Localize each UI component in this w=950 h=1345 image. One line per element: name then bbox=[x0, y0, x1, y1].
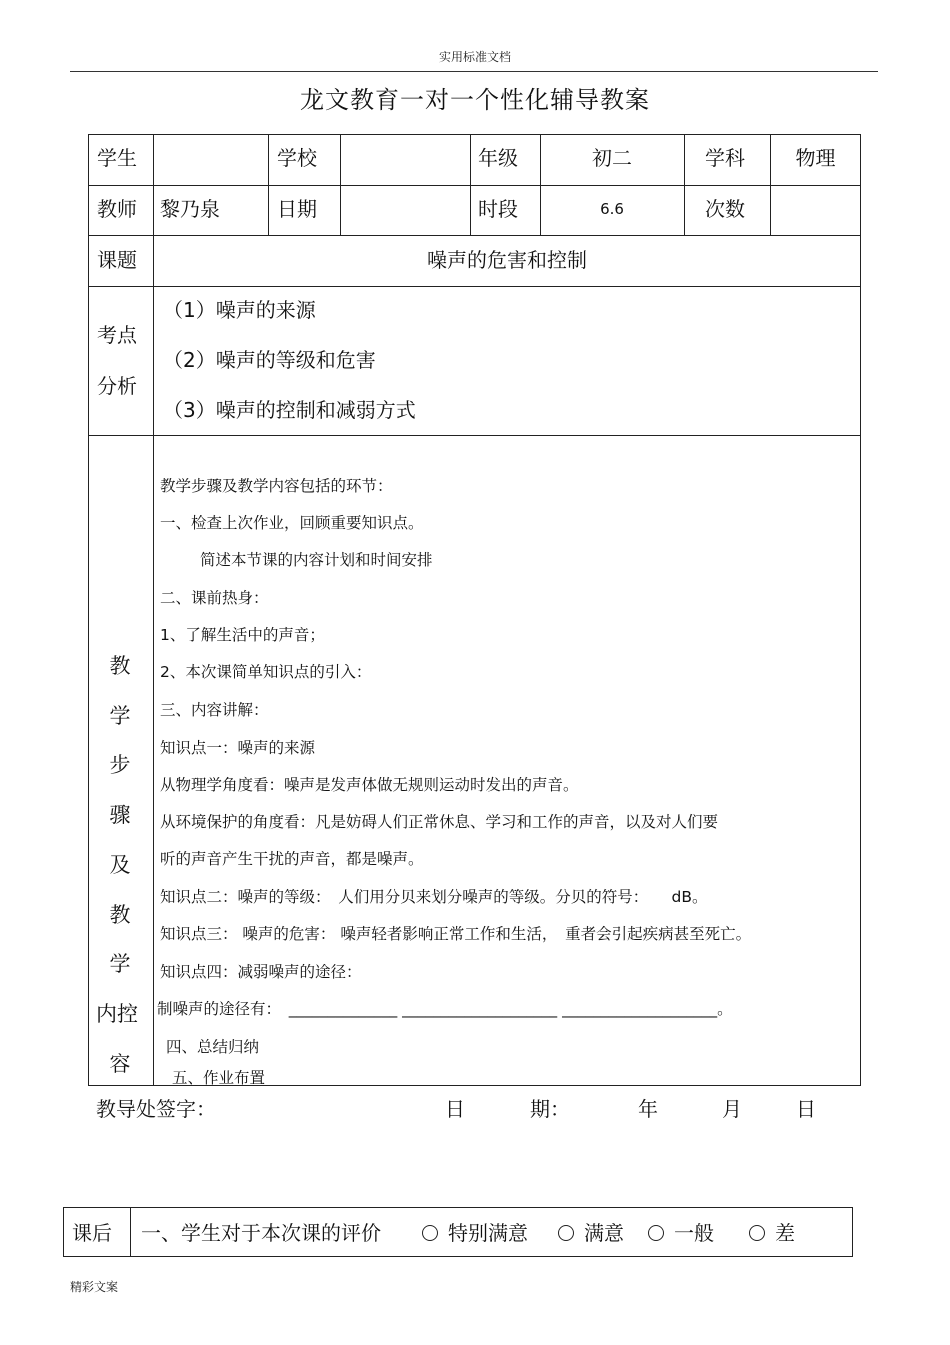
teaching-line: 2、本次课简单知识点的引入： bbox=[160, 663, 372, 681]
teaching-label-char: 步 bbox=[109, 753, 131, 777]
col-divider bbox=[340, 134, 341, 236]
teacher-label: 教师 bbox=[97, 197, 137, 221]
teaching-line: 从物理学角度看：噪声是发声体做无规则运动时发出的声音。 bbox=[160, 776, 579, 794]
col-divider bbox=[268, 134, 269, 236]
teaching-label-char: 内控 bbox=[96, 1002, 138, 1026]
teaching-line: 知识点三： 噪声的危害： 噪声轻者影响正常工作和生活， 重者会引起疾病甚至死亡。 bbox=[160, 925, 752, 943]
radio-icon[interactable] bbox=[648, 1225, 664, 1241]
teaching-line: 教学步骤及教学内容包括的环节： bbox=[160, 477, 393, 495]
teaching-line: 知识点一：噪声的来源 bbox=[160, 739, 316, 757]
teaching-line: 知识点四：减弱噪声的途径： bbox=[160, 963, 362, 981]
teaching-line: 三、内容讲解： bbox=[160, 701, 269, 719]
teaching-label-char: 教 bbox=[109, 903, 131, 927]
radio-icon[interactable] bbox=[422, 1225, 438, 1241]
evaluation-option[interactable] bbox=[422, 1223, 528, 1243]
signature-month: 月 bbox=[722, 1097, 742, 1121]
radio-icon[interactable] bbox=[749, 1225, 765, 1241]
page-header-note: 实用标准文档 bbox=[438, 50, 511, 64]
period-value: 6.6 bbox=[600, 200, 624, 218]
teaching-label-char: 容 bbox=[109, 1052, 131, 1076]
evaluation-question: 一、学生对于本次课的评价 bbox=[141, 1221, 381, 1245]
teaching-line: 五、作业布置 bbox=[172, 1069, 266, 1087]
subject-value: 物理 bbox=[795, 146, 836, 170]
count-label: 次数 bbox=[705, 197, 745, 221]
exam-points-label-2: 分析 bbox=[97, 374, 137, 398]
row-divider bbox=[88, 235, 861, 236]
teaching-line: 二、课前热身： bbox=[160, 589, 269, 607]
exam-points-label-1: 考点 bbox=[97, 323, 137, 347]
teaching-line: 简述本节课的内容计划和时间安排 bbox=[200, 551, 433, 569]
exam-point-item: （3）噪声的控制和减弱方式 bbox=[163, 398, 416, 422]
teaching-line: 四、总结归纳 bbox=[166, 1038, 260, 1056]
row-divider bbox=[88, 286, 861, 287]
exam-point-item: （1）噪声的来源 bbox=[163, 298, 316, 322]
teaching-line: 知识点二：噪声的等级： 人们用分贝来划分噪声的等级。分贝的符号： dB。 bbox=[160, 888, 708, 906]
grade-value: 初二 bbox=[592, 146, 632, 170]
subject-label: 学科 bbox=[705, 146, 745, 170]
teaching-line: 从环境保护的角度看：凡是妨碍人们正常休息、学习和工作的声音，以及对人们要 bbox=[160, 813, 719, 831]
page-footer-note: 精彩文案 bbox=[70, 1280, 119, 1294]
teaching-label-char: 骤 bbox=[109, 803, 131, 827]
option-label: 一般 bbox=[674, 1221, 714, 1245]
teaching-line: 一、检查上次作业，回顾重要知识点。 bbox=[160, 514, 424, 532]
grade-label: 年级 bbox=[478, 146, 518, 170]
radio-icon[interactable] bbox=[558, 1225, 574, 1241]
col-divider bbox=[470, 134, 471, 236]
signature-date-label-2: 期： bbox=[530, 1097, 570, 1121]
evaluation-option[interactable] bbox=[558, 1223, 624, 1243]
school-label: 学校 bbox=[277, 146, 317, 170]
period-label: 时段 bbox=[478, 197, 518, 221]
teaching-line: 1、了解生活中的声音； bbox=[160, 626, 325, 644]
document-title: 龙文教育一对一个性化辅导教案 bbox=[300, 86, 650, 114]
teaching-label-char: 学 bbox=[109, 952, 131, 976]
header-divider bbox=[70, 71, 878, 72]
signature-day: 日 bbox=[796, 1097, 816, 1121]
signature-date-label-1: 日 bbox=[445, 1097, 465, 1121]
row-divider bbox=[88, 185, 861, 186]
option-label: 满意 bbox=[584, 1221, 624, 1245]
evaluation-option[interactable] bbox=[648, 1223, 714, 1243]
teaching-label-char: 及 bbox=[109, 853, 131, 877]
col-divider bbox=[153, 134, 154, 1086]
evaluation-label: 课后 bbox=[72, 1221, 112, 1245]
evaluation-option[interactable] bbox=[749, 1223, 795, 1243]
signature-year: 年 bbox=[638, 1097, 658, 1121]
topic-label: 课题 bbox=[97, 248, 137, 272]
teaching-label-char: 教 bbox=[109, 654, 131, 678]
row-divider bbox=[88, 435, 861, 436]
col-divider bbox=[130, 1207, 131, 1257]
exam-point-item: （2）噪声的等级和危害 bbox=[163, 348, 376, 372]
topic-value: 噪声的危害和控制 bbox=[427, 248, 587, 272]
option-label: 特别满意 bbox=[448, 1221, 528, 1245]
teacher-value: 黎乃泉 bbox=[160, 197, 220, 221]
teaching-line: 制噪声的途径有： ______________ ____________________ ____________________。 bbox=[157, 1000, 733, 1018]
teaching-label-char: 学 bbox=[109, 704, 131, 728]
option-label: 差 bbox=[775, 1221, 795, 1245]
student-label: 学生 bbox=[97, 146, 137, 170]
col-divider bbox=[684, 134, 685, 236]
signature-label: 教导处签字： bbox=[96, 1097, 216, 1121]
date-label: 日期 bbox=[277, 197, 317, 221]
teaching-line: 听的声音产生干扰的声音，都是噪声。 bbox=[160, 850, 424, 868]
